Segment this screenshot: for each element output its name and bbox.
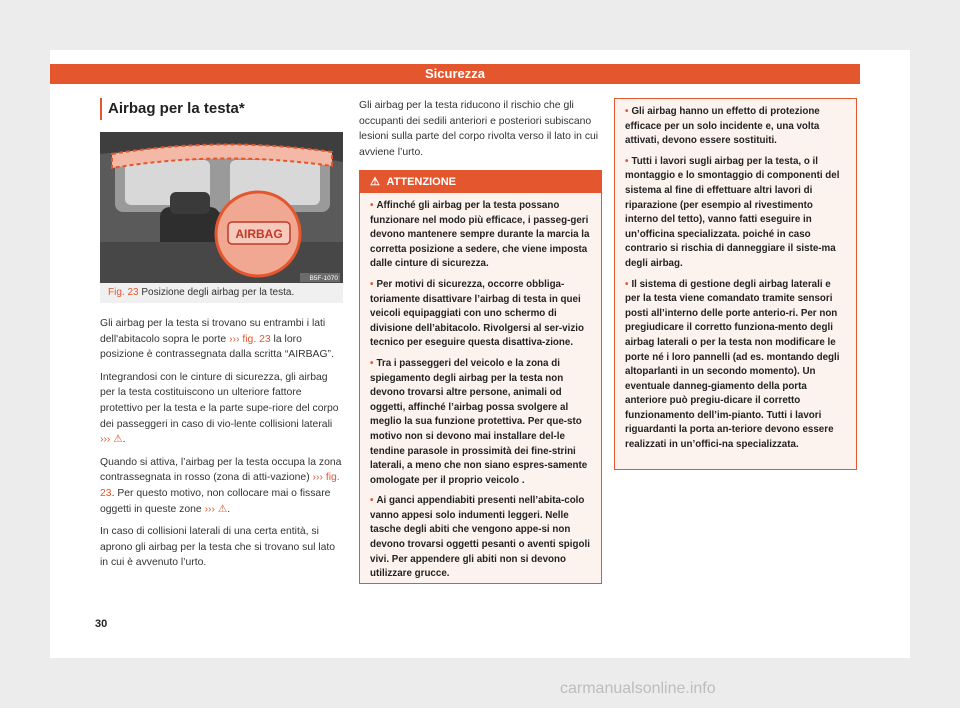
- warning-triangle-icon: ⚠: [113, 434, 123, 446]
- caption-text: Posizione degli airbag per la testa.: [141, 287, 295, 298]
- warning-title: ATTENZIONE: [386, 176, 456, 188]
- caption-number: Fig. 23: [108, 287, 139, 298]
- bullet-icon: •: [370, 200, 374, 211]
- bullet-icon: •: [370, 357, 374, 369]
- bullet-icon: •: [370, 495, 374, 507]
- warning-link-2[interactable]: ›››: [204, 503, 215, 515]
- airbag-figure: [100, 132, 343, 283]
- section-title: Airbag per la testa*: [100, 98, 348, 120]
- p3-text: Quando si attiva, l’airbag per la testa occupa la zona contrassegnata in rosso (zona di atti-vazione): [100, 456, 342, 484]
- paragraph-1: [100, 316, 345, 363]
- paragraph-2: Integrandosi con le cinture di sicurezza, gli airbag per la testa costituiscono un ulteriore fattore protettivo per la testa e la parte supe-riore del corpo dei passeggeri in caso di vio-lente collisioni laterali ››› ⚠.: [100, 371, 339, 446]
- warning-item: • Per motivi di sicurezza, occorre obbliga-toriamente disattivare l’airbag di testa in quei veicoli equipaggiati con uno schermo di divisione dell’abitacolo. Rivolgersi al ser-vizio tecnico per eseguire questa disattiva-zione.: [370, 278, 584, 349]
- warning-triangle-icon: ⚠: [217, 503, 228, 515]
- warning-item: • Tutti i lavori sugli airbag per la testa, o il montaggio e lo smontaggio di componenti del sistema al fine di effettuare altri lavori di riparazione (per esempio al rivestimento interno del tetto), vanno fatti eseguire in un’officina specializzata. poiché in caso contrario si rischia di danneggiare il siste-ma degli airbag.: [625, 155, 840, 269]
- figure-code: B5F-1070: [309, 275, 338, 282]
- chapter-header: [50, 64, 860, 84]
- car-interior-illustration: [100, 132, 343, 283]
- warning-box-continued: [614, 98, 857, 470]
- fig-link[interactable]: ››› fig. 23: [229, 333, 271, 345]
- warning-header: [360, 171, 601, 193]
- bullet-icon: •: [625, 278, 629, 290]
- column-left: [100, 316, 345, 578]
- watermark: carmanualsonline.info: [560, 680, 716, 697]
- column-middle-intro: Gli airbag per la testa riducono il rischio che gli occupanti dei sedili anteriori e posteriori subiscano lesioni sulla parte del corpo rivolta verso il lato in cui avviene l’urto.: [359, 100, 599, 158]
- p2-text: Integrandosi con le cinture di sicurezza, gli airbag per la testa costituiscono un ulteriore fattore protettivo per la testa e la parte supe-riore del corpo dei passeggeri in caso di vio-lente collisioni laterali: [100, 371, 339, 430]
- fig-link-2[interactable]: ››› fig. 23: [100, 472, 340, 499]
- figure-caption: [100, 283, 343, 303]
- warning-item: • Il sistema di gestione degli airbag laterali e per la testa viene comandato tramite sensori posti all’interno delle porte anterio-ri. Per non pregiudicare il corretto funziona-mento degli airbag laterali o per la testa non modificare le porte né i loro pannelli (ad es. montando degli altoparlanti in un secondo momento). Un eventuale danneg-giamento della porta anteriore può pregiu-dicare il corretto funzionamento dell’im-pianto. Tutti i lavori riguardanti la porta an-teriore devono essere realizzati in un’offici-na specializzata.: [625, 278, 840, 451]
- warning-triangle-icon: ⚠: [370, 176, 380, 188]
- airbag-label: AIRBAG: [235, 227, 283, 241]
- p1-text-end: la loro posizione è contrassegnata dalla scritta “AIRBAG”.: [100, 333, 334, 361]
- warning-item: • Tra i passeggeri del veicolo e la zona di spiegamento degli airbag per la testa non devono trovarsi altre persone, animali od oggetti, affinché l’airbag possa svolgere al meglio la sua funzione protettiva. Per que-sto motivo non si devono mai installare del-le tendine parasole in prossimità dei fine-strini laterali, a meno che non siano espres-samente omologate per il proprio veicolo .: [370, 357, 588, 486]
- warning-item: • Ai ganci appendiabiti presenti nell’abita-colo vanno appesi solo indumenti leggeri. Nelle tasche degli abiti che vengono appe-si non devono trovarsi oggetti pesanti o aventi spigoli vivi. Per appendere gli abiti non si devono utilizzare grucce.: [370, 495, 590, 580]
- chapter-title: Sicurezza: [425, 66, 485, 81]
- bullet-icon: •: [625, 106, 629, 117]
- paragraph-3: Quando si attiva, l’airbag per la testa occupa la zona contrassegnata in rosso (zona di atti-vazione) ››› fig. 23. Per questo motivo, non collocare mai o fissare oggetti in queste zone ››› ⚠.: [100, 456, 342, 515]
- warning-list: [360, 193, 601, 582]
- p1-text: Gli airbag per la testa si trovano su entrambi i lati dell'abitacolo sopra le porte: [100, 318, 326, 345]
- warning-link[interactable]: ›››: [100, 434, 111, 446]
- warning-item: • Affinché gli airbag per la testa possano funzionare nel modo più efficace, i passeg-geri devono mantenere sempre durante la marcia la corretta posizione a sedere, che viene imposta dalle cinture di sicurezza.: [370, 200, 590, 270]
- warning-item: • Gli airbag hanno un effetto di protezione efficace per un solo incidente e, una volta attivati, devono essere sostituiti.: [625, 106, 820, 147]
- page-number: 30: [95, 618, 108, 630]
- warning-box: [359, 170, 602, 584]
- warning-list-continued: [615, 99, 856, 453]
- bullet-icon: •: [625, 155, 629, 167]
- paragraph-4: In caso di collisioni laterali di una certa entità, si aprono gli airbag per la testa che si trovano sul lato in cui è avvenuto l’urto.: [100, 526, 336, 569]
- bullet-icon: •: [370, 278, 374, 290]
- p3-text-mid: . Per questo motivo, non collocare mai o fissare oggetti in queste zone: [100, 487, 331, 515]
